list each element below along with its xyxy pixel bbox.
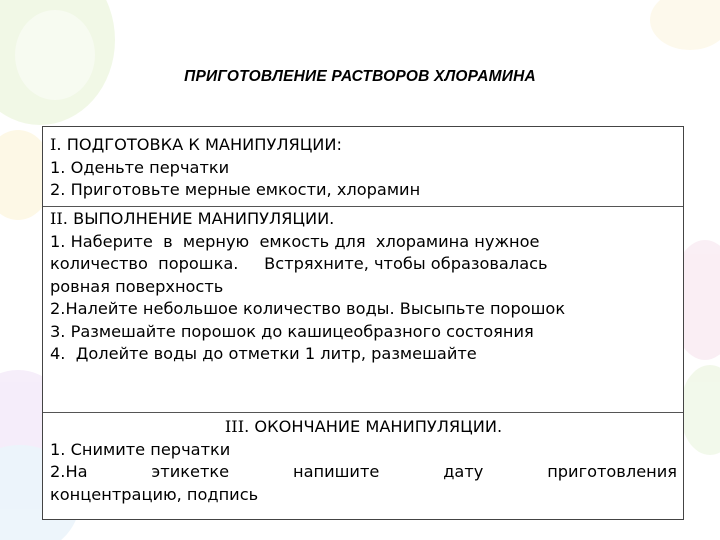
section-heading-text: ОКОНЧАНИЕ МАНИПУЛЯЦИИ. — [254, 417, 503, 436]
list-item: 1. Снимите перчатки — [50, 439, 231, 459]
word: напишите — [293, 462, 380, 481]
section-heading — [50, 134, 677, 157]
section-completion — [43, 413, 683, 519]
section-heading-text: ПОДГОТОВКА К МАНИПУЛЯЦИИ: — [66, 135, 342, 154]
list-item: 2. Приготовьте мерные емкости, хлорамин — [50, 180, 421, 199]
section-numeral: I. — [50, 135, 62, 154]
section-heading-text: ВЫПОЛНЕНИЕ МАНИПУЛЯЦИИ. — [73, 209, 335, 228]
list-item: 1. Оденьте перчатки — [50, 157, 230, 177]
word: 2.На — [50, 462, 88, 481]
word: дату — [443, 462, 484, 481]
list-item: ровная поверхность — [50, 276, 224, 296]
word: приготовления — [547, 462, 677, 481]
list-item: 4. Долейте воды до отметки 1 литр, размешайте — [50, 344, 477, 363]
section-heading — [50, 416, 677, 439]
section-numeral: III. — [224, 417, 250, 436]
section-preparation — [43, 127, 683, 207]
list-item: 1. Наберите в мерную емкость для хлорамина нужное — [50, 231, 540, 251]
manipulation-table — [42, 126, 684, 520]
list-item: концентрацию, подпись — [50, 484, 259, 504]
balloon-yellow-top-right — [650, 0, 720, 50]
word: этикетке — [151, 462, 230, 481]
list-item: 3. Размешайте порошок до кашицеобразного состояния — [50, 321, 534, 341]
page-title: ПРИГОТОВЛЕНИЕ РАСТВОРОВ ХЛОРАМИНА — [184, 68, 536, 85]
balloon-green-right — [680, 365, 720, 455]
balloon-green-inner — [15, 10, 95, 100]
list-item: 2.Налейте небольшое количество воды. Высыпьте порошок — [50, 299, 566, 318]
section-heading — [50, 208, 677, 231]
section-execution — [43, 207, 683, 413]
section-numeral: II. — [50, 209, 68, 228]
list-item: количество порошка. Встряхните, чтобы образовалась — [50, 254, 548, 273]
list-item-justified — [50, 461, 677, 484]
